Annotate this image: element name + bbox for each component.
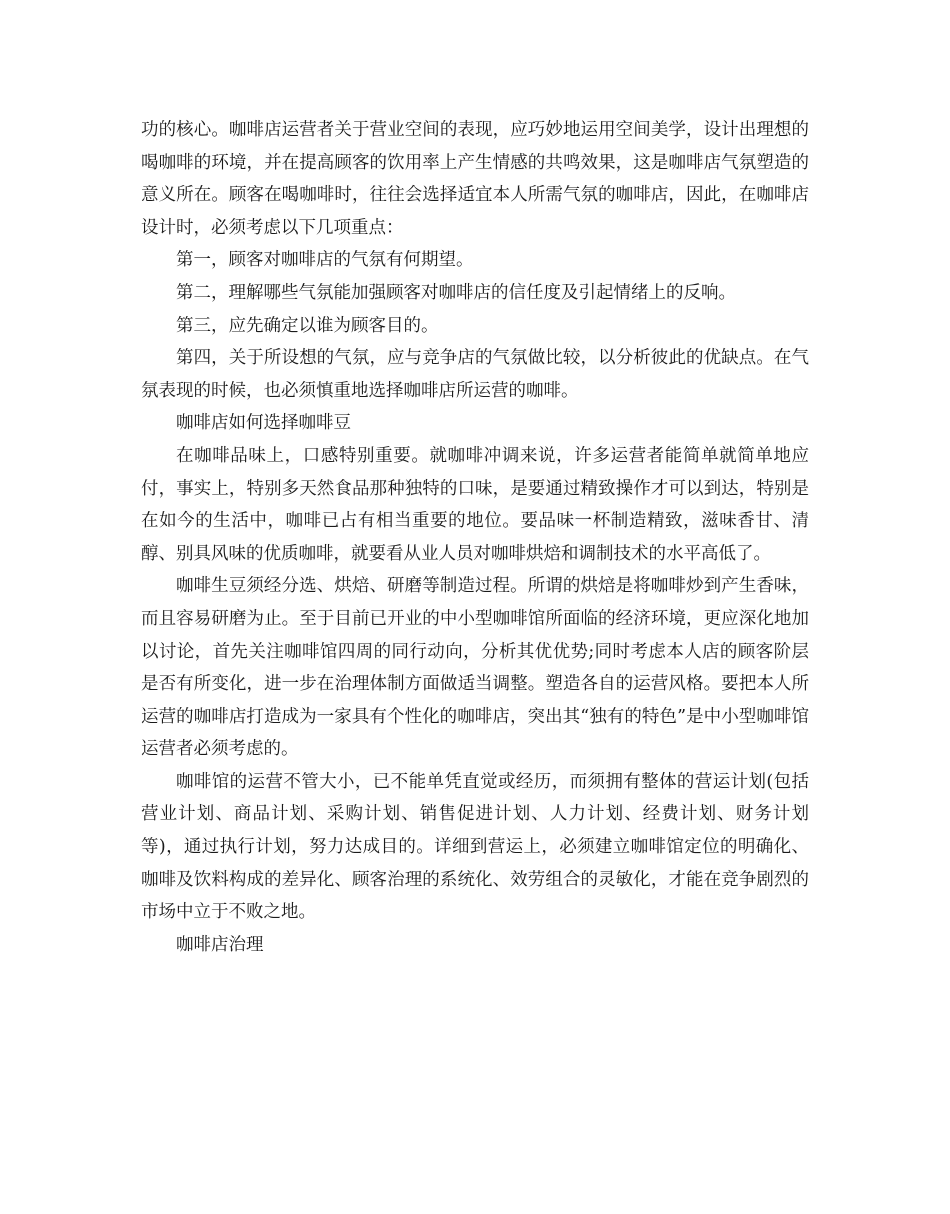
paragraph-point-3: 第三，应先确定以谁为顾客目的。 (176, 315, 439, 336)
section-heading-management: 咖啡店治理 (176, 934, 264, 955)
paragraph-roasting: 咖啡生豆须经分选、烘焙、研磨等制造过程。所谓的烘焙是将咖啡炒到产生香味，而且容易研磨为止。至于目前已开业的中小型咖啡馆所面临的经济环境，更应深化地加以讨论，首先关注咖啡馆四周的同行动向，分析其优优势;同时考虑本人店的顾客阶层是否有所变化，进一步在治理体制方面做适当调整。塑造各自的运营风格。要把本人所运营的咖啡店打造成为一家具有个性化的咖啡店，突出其“独有的特色”是中小型咖啡馆运营者必须考虑的。 (141, 576, 809, 760)
paragraph-point-2: 第二，理解哪些气氛能加强顾客对咖啡店的信任度及引起情绪上的反响。 (176, 282, 736, 303)
paragraph-continuation: 功的核心。咖啡店运营者关于营业空间的表现，应巧妙地运用空间美学，设计出理想的喝咖啡的环境，并在提高顾客的饮用率上产生情感的共鸣效果，这是咖啡店气氛塑造的意义所在。顾客在喝咖啡时，往往会选择适宜本人所需气氛的咖啡店，因此，在咖啡店设计时，必须考虑以下几项重点： (141, 120, 809, 238)
document-body (141, 114, 809, 961)
paragraph-point-1: 第一，顾客对咖啡店的气氛有何期望。 (176, 250, 474, 271)
section-heading-coffee-beans: 咖啡店如何选择咖啡豆 (176, 413, 351, 434)
paragraph-operations-plan: 咖啡馆的运营不管大小，已不能单凭直觉或经历，而须拥有整体的营运计划(包括营业计划、商品计划、采购计划、销售促进计划、人力计划、经费计划、财务计划等)，通过执行计划，努力达成目的。详细到营运上，必须建立咖啡馆定位的明确化、咖啡及饮料构成的差异化、顾客治理的系统化、效劳组合的灵敏化，才能在竞争剧烈的市场中立于不败之地。 (141, 771, 809, 923)
paragraph-point-4: 第四，关于所设想的气氛，应与竞争店的气氛做比较，以分析彼此的优缺点。在气氛表现的时候，也必须慎重地选择咖啡店所运营的咖啡。 (141, 348, 809, 401)
paragraph-taste: 在咖啡品味上，口感特别重要。就咖啡冲调来说，许多运营者能简单就简单地应付，事实上，特别多天然食品那种独特的口味，是要通过精致操作才可以到达，特别是在如今的生活中，咖啡已占有相当重要的地位。要品味一杯制造精致，滋味香甘、清醇、别具风味的优质咖啡，就要看从业人员对咖啡烘焙和调制技术的水平高低了。 (141, 445, 809, 564)
